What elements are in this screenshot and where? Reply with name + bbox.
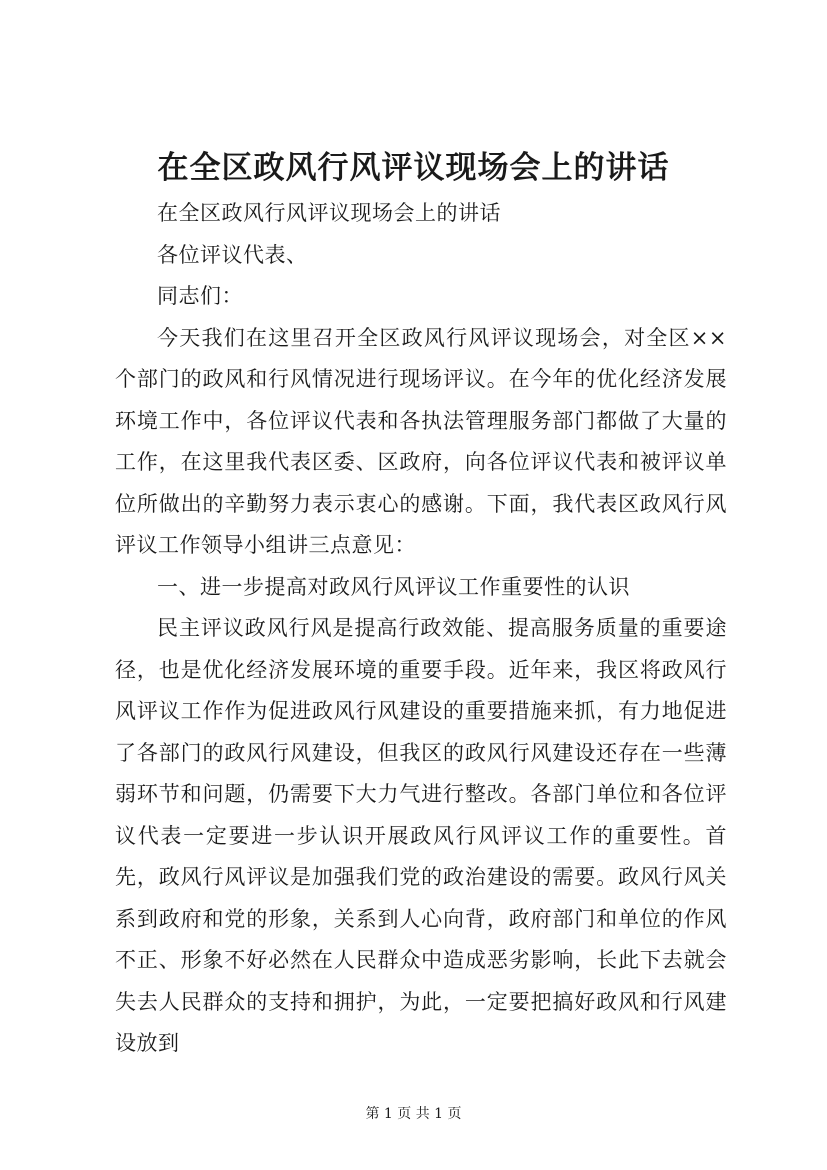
document-body <box>115 193 727 1065</box>
body-paragraph-intro: 今天我们在这里召开全区政风行风评议现场会，对全区××个部门的政风和行风情况进行现场评议。在今年的优化经济发展环境工作中，各位评议代表和各执法管理服务部门都做了大量的工作，在这里我代表区委、区政府，向各位评议代表和被评议单位所做出的辛勤努力表示衷心的感谢。下面，我代表区政风行风评议工作领导小组讲三点意见： <box>115 325 727 557</box>
body-paragraph-salutation-2: 同志们： <box>157 284 243 308</box>
page-footer: 第 1 页 共 1 页 <box>365 1106 462 1122</box>
document-title: 在全区政风行风评议现场会上的讲话 <box>157 150 670 186</box>
body-paragraph-main: 民主评议政风行风是提高行政效能、提高服务质量的重要途径，也是优化经济发展环境的重要手段。近年来，我区将政风行风评议工作作为促进政风行风建设的重要措施来抓，有力地促进了各部门的政风行风建设，但我区的政风行风建设还存在一些薄弱环节和问题，仍需要下大力气进行整改。各部门单位和各位评议代表一定要进一步认识开展政风行风评议工作的重要性。首先，政风行风评议是加强我们党的政治建设的需要。政风行风关系到政府和党的形象，关系到人心向背，政府部门和单位的作风不正、形象不好必然在人民群众中造成恶劣影响，长此下去就会失去人民群众的支持和拥护，为此，一定要把搞好政风和行风建设放到 <box>115 616 727 1055</box>
body-paragraph-section-heading: 一、进一步提高对政风行风评议工作重要性的认识 <box>157 574 630 599</box>
body-paragraph-heading: 在全区政风行风评议现场会上的讲话 <box>157 201 501 225</box>
body-paragraph-salutation-1: 各位评议代表、 <box>157 242 308 267</box>
